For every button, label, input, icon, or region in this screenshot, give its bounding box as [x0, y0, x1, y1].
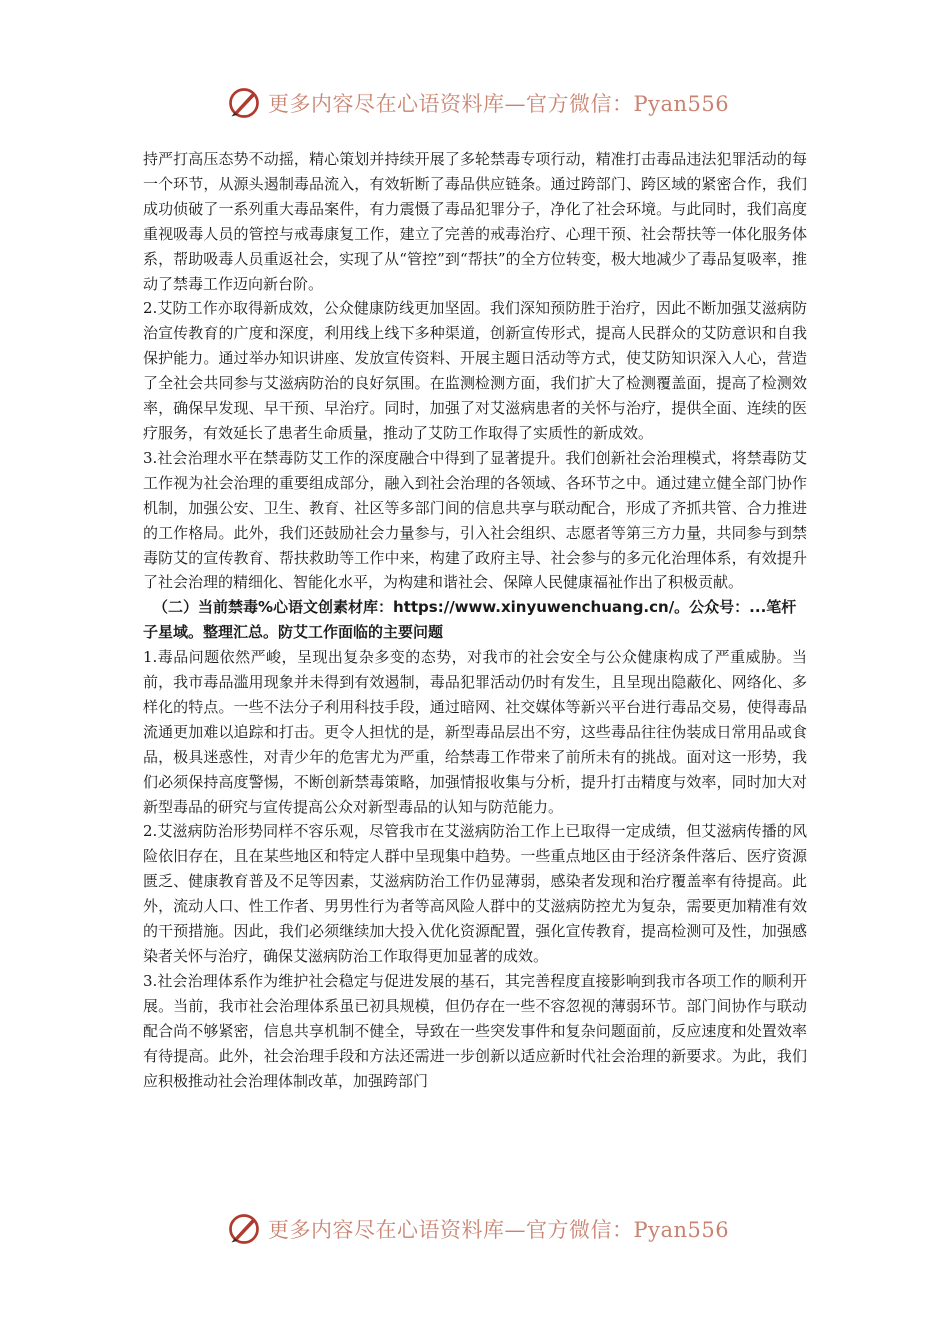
quill-logo-icon — [226, 85, 262, 121]
footer-watermark-banner — [226, 1209, 729, 1249]
paragraph-aids-problem: 2.艾滋病防治形势同样不容乐观，尽管我市在艾滋病防治工作上已取得一定成绩，但艾滋病传播的风险依旧存在，且在某些地区和特定人群中呈现集中趋势。一些重点地区由于经济条件落后、医疗资源匮乏、健康教育普及不足等因素，艾滋病防治工作仍显薄弱，感染者发现和治疗覆盖率有待提高。此外，流动人口、性工作者、男男性行为者等高风险人群中的艾滋病防控尤为复杂，需要更加精准有效的干预措施。因此，我们必须继续加大投入优化资源配置，强化宣传教育，提高检测可及性，加强感染者关怀与治疗，确保艾滋病防治工作取得更加显著的成效。 — [143, 822, 807, 965]
paragraph-aids-prevention-results: 2.艾防工作亦取得新成效，公众健康防线更加坚固。我们深知预防胜于治疗，因此不断加强艾滋病防治宣传教育的广度和深度，利用线上线下多种渠道，创新宣传形式，提高人民群众的艾防意识和自我保护能力。通过举办知识讲座、发放宣传资料、开展主题日活动等方式，使艾防知识深入人心，营造了全社会共同参与艾滋病防治的良好氛围。在监测检测方面，我们扩大了检测覆盖面，提高了检测效率，确保早发现、早干预、早治疗。同时，加强了对艾滋病患者的关怀与治疗，提供全面、连续的医疗服务，有效延长了患者生命质量，推动了艾防工作取得了实质性的新成效。 — [143, 299, 807, 442]
paragraph-social-governance-results: 3.社会治理水平在禁毒防艾工作的深度融合中得到了显著提升。我们创新社会治理模式，将禁毒防艾工作视为社会治理的重要组成部分，融入到社会治理的各领域、各环节之中。通过建立健全部门协作机制，加强公安、卫生、教育、社区等多部门间的信息共享与联动配合，形成了齐抓共管、合力推进的工作格局。此外，我们还鼓励社会力量参与，引入社会组织、志愿者等第三方力量，共同参与到禁毒防艾的宣传教育、帮扶救助等工作中来，构建了政府主导、社会参与的多元化治理体系，有效提升了社会治理的精细化、智能化水平，为构建和谐社会、保障人民健康福祉作出了积极贡献。 — [143, 448, 807, 592]
paragraph-drug-problem: 1.毒品问题依然严峻，呈现出复杂多变的态势，对我市的社会安全与公众健康构成了严重威胁。当前，我市毒品滥用现象并未得到有效遏制，毒品犯罪活动仍时有发生，且呈现出隐蔽化、网络化、多样化的特点。一些不法分子利用科技手段，通过暗网、社交媒体等新兴平台进行毒品交易，使得毒品流通更加难以追踪和打击。更令人担忧的是，新型毒品层出不穷，这些毒品往往伪装成日常用品或食品，极具迷惑性，对青少年的危害尤为严重，给禁毒工作带来了前所未有的挑战。面对这一形势，我们必须保持高度警惕，不断创新禁毒策略，加强情报收集与分析，提升打击精度与效率，同时加大对新型毒品的研究与宣传提高公众对新型毒品的认知与防范能力。 — [143, 648, 807, 816]
paragraph-governance-problem: 3.社会治理体系作为维护社会稳定与促进发展的基石，其完善程度直接影响到我市各项工作的顺利开展。当前，我市社会治理体系虽已初具规模，但仍存在一些不容忽视的薄弱环节。部门间协作与联动配合尚不够紧密，信息共享机制不健全，导致在一些突发事件和复杂问题面前，反应速度和处置效率有待提高。此外，社会治理手段和方法还需进一步创新以适应新时代社会治理的新要求。为此，我们应积极推动社会治理体制改革，加强跨部门 — [143, 971, 807, 1090]
quill-logo-icon — [226, 1211, 262, 1247]
document-body — [143, 147, 807, 1093]
header-watermark-text: 更多内容尽在心语资料库—官方微信：Pyan556 — [268, 92, 730, 116]
paragraph-drug-crackdown: 持严打高压态势不动摇，精心策划并持续开展了多轮禁毒专项行动，精准打击毒品违法犯罪活动的每一个环节，从源头遏制毒品流入，有效斩断了毒品供应链条。通过跨部门、跨区域的紧密合作，我们成功侦破了一系列重大毒品案件，有力震慑了毒品犯罪分子，净化了社会环境。与此同时，我们高度重视吸毒人员的管控与戒毒康复工作，建立了完善的戒毒治疗、心理干预、社会帮扶等一体化服务体系，帮助吸毒人员重返社会，实现了从“管控”到“帮扶”的全方位转变，极大地减少了毒品复吸率，推动了禁毒工作迈向新台阶。 — [143, 150, 807, 293]
header-watermark-banner — [226, 83, 729, 123]
section-heading-problems: （二）当前禁毒%心语文创素材库：https://www.xinyuwenchuang.cn/。公众号：...笔杆子星域。整理汇总。防艾工作面临的主要问题 — [143, 598, 797, 642]
footer-watermark-text: 更多内容尽在心语资料库—官方微信：Pyan556 — [268, 1218, 730, 1242]
